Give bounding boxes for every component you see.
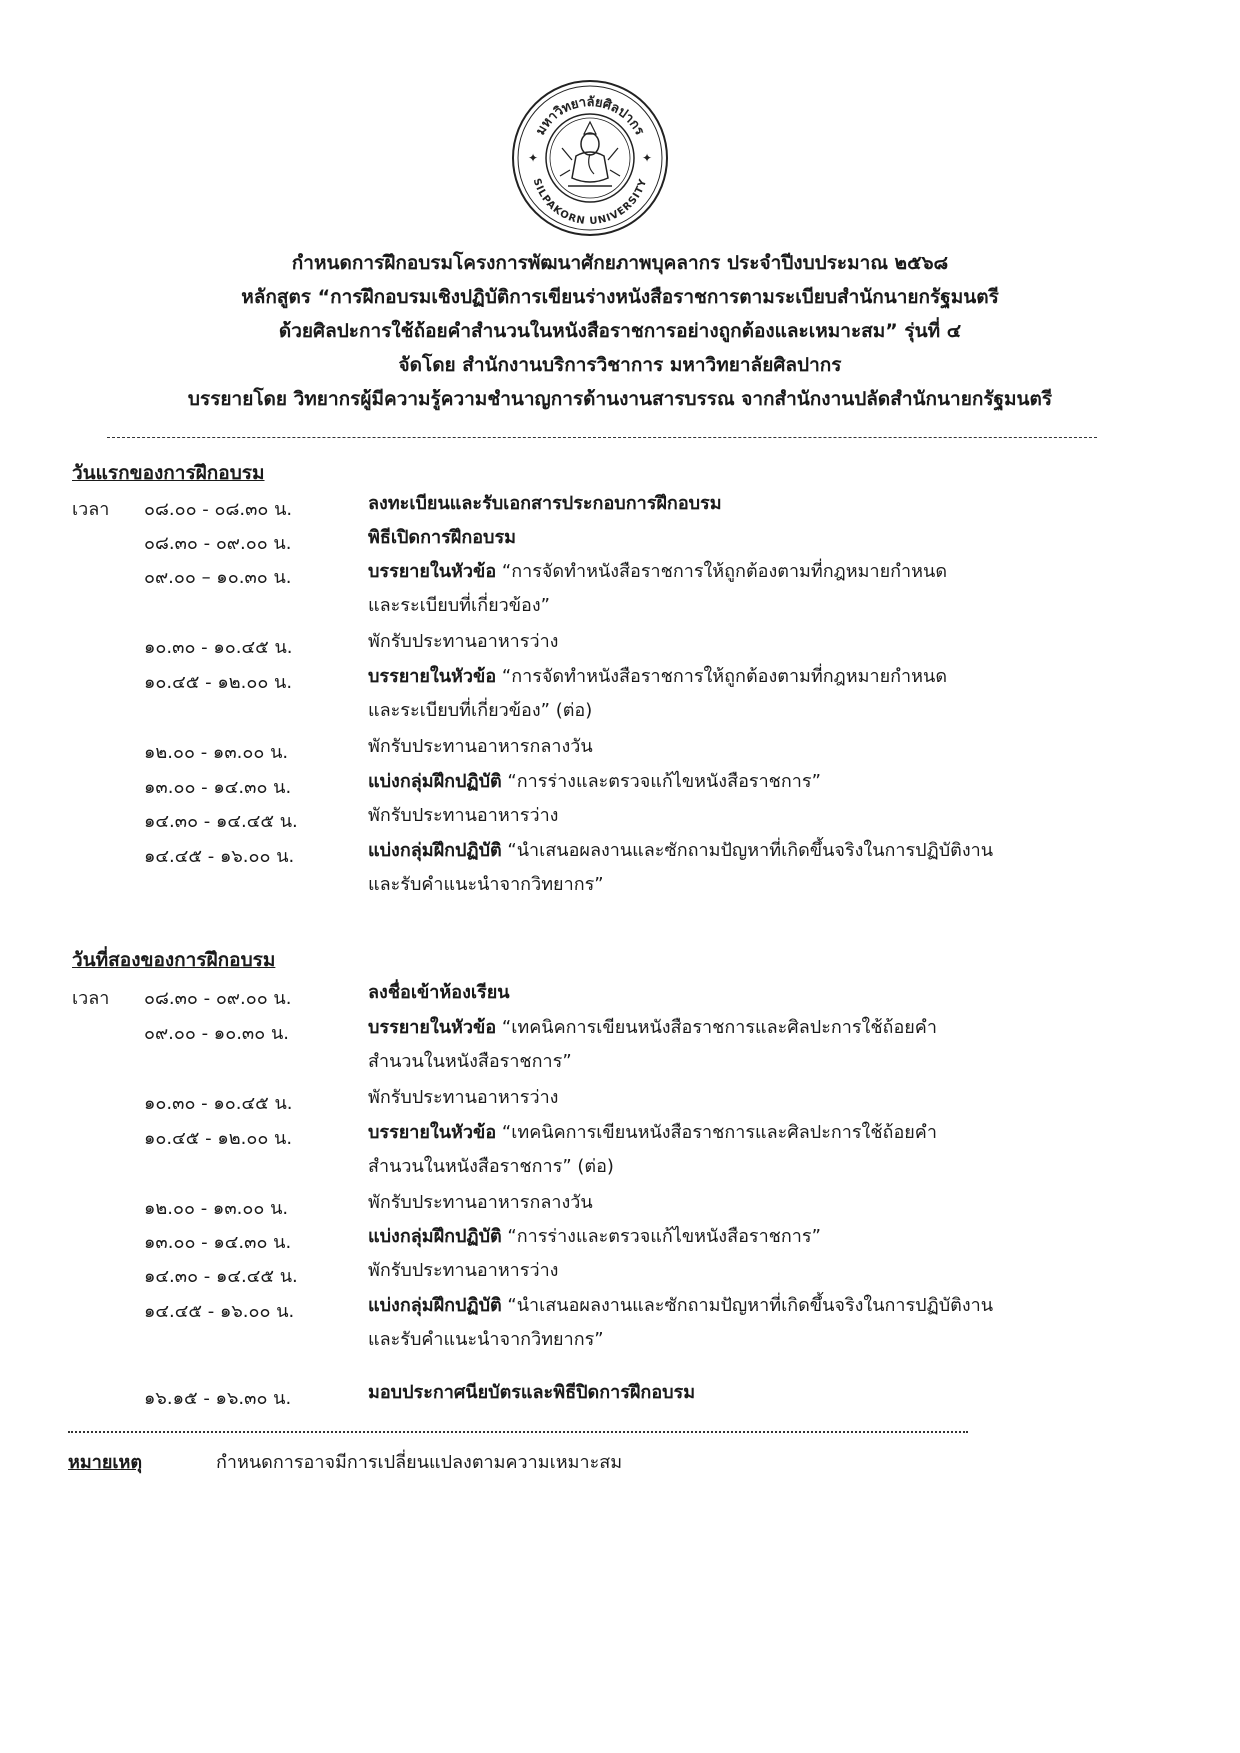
- activity-bold: แบ่งกลุ่มฝึกปฏิบัติ: [368, 1226, 502, 1247]
- activity-text: พักรับประทานอาหารกลางวัน: [368, 736, 593, 757]
- schedule-item: [368, 1289, 1058, 1357]
- activity-bold: บรรยายในหัวข้อ: [368, 1017, 497, 1038]
- activity-text: พักรับประทานอาหารว่าง: [368, 631, 559, 652]
- schedule-time: ๑๒.๐๐ - ๑๓.๐๐ น.: [144, 1198, 289, 1219]
- activity-bold: บรรยายในหัวข้อ: [368, 561, 497, 582]
- footer-divider: [68, 1431, 968, 1433]
- schedule-time: ๑๐.๔๕ - ๑๒.๐๐ น.: [144, 672, 293, 693]
- activity-text: พักรับประทานอาหารว่าง: [368, 1087, 559, 1108]
- activity-cont: และรับคำแนะนำจากวิทยากร”: [368, 1329, 604, 1350]
- schedule-item: [368, 1186, 1058, 1220]
- day2-time-label: เวลา: [72, 988, 110, 1009]
- activity-text: “การร่างและตรวจแก้ไขหนังสือราชการ”: [501, 1226, 821, 1247]
- activity-bold: แบ่งกลุ่มฝึกปฏิบัติ: [368, 771, 502, 792]
- activity-bold: แบ่งกลุ่มฝึกปฏิบัติ: [368, 840, 502, 861]
- activity-bold: บรรยายในหัวข้อ: [368, 666, 497, 687]
- activity-bold: ลงทะเบียนและรับเอกสารประกอบการฝึกอบรม: [368, 493, 722, 514]
- activity-bold: ลงชื่อเข้าห้องเรียน: [368, 982, 510, 1003]
- day1-time-label: เวลา: [72, 499, 110, 520]
- activity-bold: แบ่งกลุ่มฝึกปฏิบัติ: [368, 1295, 502, 1316]
- note-label: หมายเหตุ: [68, 1452, 143, 1473]
- header-title: กำหนดการฝึกอบรมโครงการพัฒนาศักยภาพบุคลากร ประจำปีงบประมาณ ๒๕๖๘: [291, 252, 949, 274]
- schedule-time: ๑๓.๐๐ - ๑๔.๓๐ น.: [144, 1232, 292, 1253]
- activity-text: “การจัดทำหนังสือราชการให้ถูกต้องตามที่กฎหมายกำหนด: [496, 666, 948, 687]
- header-speaker: บรรยายโดย วิทยากรผู้มีความรู้ความชำนาญการด้านงานสารบรรณ จากสำนักงานปลัดสำนักนายกรัฐมนตรี: [187, 388, 1053, 410]
- schedule-time: ๑๐.๓๐ - ๑๐.๔๕ น.: [144, 1093, 293, 1114]
- schedule-time: ๑๔.๓๐ - ๑๔.๔๕ น.: [144, 1266, 298, 1287]
- header-divider: [107, 437, 1097, 438]
- schedule-item: [368, 1376, 1058, 1410]
- document-header: [0, 246, 1240, 416]
- schedule-item: [368, 1011, 1058, 1079]
- schedule-item: [368, 660, 1058, 728]
- schedule-item: [368, 976, 1058, 1010]
- schedule-time: ๑๔.๓๐ - ๑๔.๔๕ น.: [144, 811, 298, 832]
- schedule-item: [368, 1081, 1058, 1115]
- activity-text: “การร่างและตรวจแก้ไขหนังสือราชการ”: [501, 771, 821, 792]
- day1-title: วันแรกของการฝึกอบรม: [72, 462, 265, 484]
- schedule-item: [368, 799, 1058, 833]
- svg-text:มหาวิทยาลัยศิลปากร: มหาวิทยาลัยศิลปากร: [533, 94, 647, 138]
- schedule-time: ๑๐.๓๐ - ๑๐.๔๕ น.: [144, 637, 293, 658]
- activity-bold: พิธีเปิดการฝึกอบรม: [368, 527, 517, 548]
- svg-text:✦: ✦: [528, 151, 539, 165]
- schedule-time: ๑๒.๐๐ - ๑๓.๐๐ น.: [144, 742, 289, 763]
- activity-text: “เทคนิคการเขียนหนังสือราชการและศิลปะการใช้ถ้อยคำ: [496, 1017, 937, 1038]
- schedule-time: ๐๙.๐๐ – ๑๐.๓๐ น.: [144, 567, 292, 588]
- activity-cont: และระเบียบที่เกี่ยวข้อง” (ต่อ): [368, 700, 593, 721]
- day2-title: วันที่สองของการฝึกอบรม: [72, 949, 276, 971]
- schedule-item: [368, 1254, 1058, 1288]
- schedule-item: [368, 625, 1058, 659]
- activity-text: “นำเสนอผลงานและซักถามปัญหาที่เกิดขึ้นจริงในการปฏิบัติงาน: [501, 1295, 994, 1316]
- schedule-time: ๑๓.๐๐ - ๑๔.๓๐ น.: [144, 777, 292, 798]
- activity-bold: บรรยายในหัวข้อ: [368, 1122, 497, 1143]
- university-seal: [510, 78, 670, 238]
- activity-bold: มอบประกาศนียบัตรและพิธีปิดการฝึกอบรม: [368, 1382, 696, 1403]
- seal-emblem-icon: [510, 78, 670, 238]
- schedule-time: ๐๘.๓๐ - ๐๙.๐๐ น.: [144, 988, 292, 1009]
- activity-cont: และรับคำแนะนำจากวิทยากร”: [368, 874, 604, 895]
- activity-cont: สำนวนในหนังสือราชการ”: [368, 1051, 572, 1072]
- schedule-time: ๑๔.๔๕ - ๑๖.๐๐ น.: [144, 1301, 295, 1322]
- schedule-time: ๑๐.๔๕ - ๑๒.๐๐ น.: [144, 1128, 293, 1149]
- schedule-time: ๑๖.๑๕ - ๑๖.๓๐ น.: [144, 1388, 292, 1409]
- schedule-time: ๐๘.๓๐ - ๐๙.๐๐ น.: [144, 533, 292, 554]
- activity-cont: สำนวนในหนังสือราชการ” (ต่อ): [368, 1156, 614, 1177]
- activity-text: “นำเสนอผลงานและซักถามปัญหาที่เกิดขึ้นจริงในการปฏิบัติงาน: [501, 840, 994, 861]
- schedule-item: [368, 555, 1058, 623]
- note-text: กำหนดการอาจมีการเปลี่ยนแปลงตามความเหมาะสม: [216, 1452, 623, 1473]
- schedule-time: ๐๘.๐๐ - ๐๘.๓๐ น.: [144, 499, 293, 520]
- svg-text:✦: ✦: [642, 151, 653, 165]
- schedule-item: [368, 521, 1058, 555]
- activity-text: พักรับประทานอาหารว่าง: [368, 805, 559, 826]
- svg-text:SILPAKORN UNIVERSITY: SILPAKORN UNIVERSITY: [530, 177, 650, 228]
- schedule-item: [368, 730, 1058, 764]
- schedule-item: [368, 834, 1058, 902]
- activity-text: พักรับประทานอาหารกลางวัน: [368, 1192, 593, 1213]
- schedule-item: [368, 487, 1058, 521]
- schedule-item: [368, 765, 1058, 799]
- activity-text: “เทคนิคการเขียนหนังสือราชการและศิลปะการใช้ถ้อยคำ: [496, 1122, 937, 1143]
- header-organizer: จัดโดย สำนักงานบริการวิชาการ มหาวิทยาลัยศิลปากร: [398, 354, 842, 376]
- header-course: หลักสูตร “การฝึกอบรมเชิงปฏิบัติการเขียนร่างหนังสือราชการตามระเบียบสำนักนายกรัฐมนตรี: [241, 286, 999, 308]
- activity-text: พักรับประทานอาหารว่าง: [368, 1260, 559, 1281]
- schedule-time: ๑๔.๔๕ - ๑๖.๐๐ น.: [144, 846, 295, 867]
- activity-text: “การจัดทำหนังสือราชการให้ถูกต้องตามที่กฎหมายกำหนด: [496, 561, 948, 582]
- activity-cont: และระเบียบที่เกี่ยวข้อง”: [368, 595, 550, 616]
- header-course-cont: ด้วยศิลปะการใช้ถ้อยคำสำนวนในหนังสือราชการอย่างถูกต้องและเหมาะสม” รุ่นที่ ๔: [278, 320, 962, 342]
- schedule-item: [368, 1220, 1058, 1254]
- schedule-item: [368, 1116, 1058, 1184]
- schedule-time: ๐๙.๐๐ - ๑๐.๓๐ น.: [144, 1023, 289, 1044]
